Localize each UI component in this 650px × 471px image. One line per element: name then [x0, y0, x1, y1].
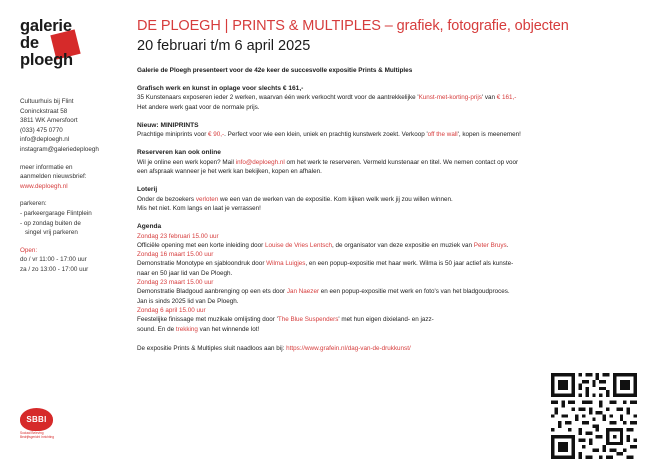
parking-item: singel vrij parkeren: [25, 229, 78, 237]
sbbi-badge: SBBI: [20, 408, 53, 431]
highlight-text: Kunst-met-korting-prijs: [418, 94, 482, 102]
text-run: van het winnende lot!: [197, 325, 260, 333]
text-run: ' van: [481, 94, 497, 102]
text-run: we een van de werken van de expositie. Kom kijken welk werk jij zou willen winnen.: [218, 195, 453, 203]
title-gallery: DE PLOEGH: [137, 18, 221, 34]
text-run: ', kopen is meenemen!: [457, 131, 521, 139]
logo-wordmark: [20, 18, 73, 69]
text-run: Demonstratie Monotype en sjabloondruk door: [137, 260, 267, 268]
opening-title: Open:: [20, 246, 38, 254]
text-run: Prachtige miniprints voor: [137, 131, 209, 139]
section-text: [137, 130, 637, 139]
agenda-date: Zondag 23 maart 15.00 uur: [137, 279, 214, 287]
section-grafisch: [137, 84, 637, 112]
section-heading: Grafisch werk en kunst in oplage voor slechts € 161,-: [137, 85, 304, 92]
exhibition-dates: 20 februari t/m 6 april 2025: [137, 38, 311, 54]
website-link[interactable]: www.deploegh.nl: [20, 182, 68, 190]
email-link[interactable]: info@deploegh.nl: [20, 136, 70, 144]
newsletter-block: [20, 163, 140, 192]
agenda-text: naar en 50 jaar lid van De Ploegh.: [137, 269, 233, 277]
text-run: . Perfect voor wie een klein, uniek en prachtig kunstwerk zoekt. Verkoop ': [224, 131, 428, 139]
price-text: € 161,-: [496, 94, 517, 102]
section-miniprints: [137, 121, 637, 140]
sbbi-logo: [20, 408, 62, 442]
address-line: Cultuurhuis bij Flint: [20, 98, 74, 105]
person-name: Peter Bruys: [473, 241, 507, 249]
address-line: Coninckstraat 58: [20, 107, 68, 115]
text-run: , de organisator van deze expositie en muziek van: [332, 241, 474, 249]
person-name: Jan Naezer: [286, 288, 320, 296]
address-block: [20, 97, 140, 155]
title-tagline: – grafiek, fotografie, objecten: [380, 18, 569, 34]
text-run: sound. En de: [137, 325, 176, 333]
address-line: 3811 WK Amersfoort: [20, 117, 78, 125]
qr-code-graphic: [551, 373, 637, 459]
page-title: [137, 18, 637, 35]
text-run: Officiële opening met een korte inleiding door: [137, 241, 266, 249]
contact-sidebar: [20, 97, 140, 283]
section-heading: Loterij: [137, 186, 158, 194]
parking-item: - op zondag buiten de: [20, 219, 81, 227]
section-text: [137, 195, 637, 204]
text-run: De expositie Prints & Multiples sluit naadloos aan bij:: [137, 344, 287, 352]
parking-block: [20, 199, 140, 237]
agenda-date: Zondag 23 februari 15.00 uur: [137, 232, 219, 240]
section-agenda: [137, 222, 637, 334]
highlight-text: off the wall: [427, 131, 458, 139]
agenda-date: Zondag 16 maart 15.00 uur: [137, 251, 214, 259]
footer-note: [137, 344, 637, 353]
section-text: Mis het niet. Kom langs en laat je verrassen!: [137, 204, 261, 212]
section-heading: Nieuw: MINIPRINTS: [137, 121, 199, 129]
section-text: [137, 93, 637, 102]
galerie-logo: [20, 18, 100, 82]
parking-title: parkeren:: [20, 200, 47, 208]
agenda-text: [137, 259, 637, 268]
logo-line-3: ploegh: [20, 51, 73, 69]
instagram-link[interactable]: instagram@galeriedeploegh: [20, 145, 99, 153]
price-text: € 90,-: [208, 131, 225, 139]
text-run: , en een popup-expositie met haar werk. Wilma is 50 jaar actief als kunste-: [305, 260, 514, 268]
intro-text: Galerie de Ploegh presenteert voor de 42e keer de succesvolle expositie Prints & Multiples: [137, 67, 413, 74]
highlight-text: verloten: [195, 195, 219, 203]
logo-line-2: de: [20, 34, 39, 52]
opening-hours-block: [20, 246, 140, 275]
qr-code-icon[interactable]: [551, 373, 637, 459]
sbbi-tagline: Sociaal Beleving Bedrijfsgericht Inrichting: [20, 431, 55, 439]
text-run: ' met hun eigen dixieland- en jazz-: [338, 316, 434, 324]
text-run: Onder de bezoekers: [137, 195, 196, 203]
opening-hours-line: za / zo 13:00 - 17:00 uur: [20, 265, 89, 273]
person-name: Louise de Vries Lentsch: [265, 241, 332, 249]
band-name: The Blue Suspenders: [277, 316, 339, 324]
logo-line-1: galerie: [20, 17, 72, 35]
text-run: Feestelijke finissage met muzikale omlijsting door ': [137, 316, 278, 324]
person-name: Wilma Luigjes: [266, 260, 306, 268]
newsletter-text: meer informatie en: [20, 163, 73, 171]
agenda-text: Jan is sinds 2025 lid van De Ploegh.: [137, 297, 239, 305]
agenda-date: Zondag 6 april 15.00 uur: [137, 306, 206, 314]
section-heading: Reserveren kan ook online: [137, 149, 221, 157]
text-run: .: [506, 241, 509, 249]
agenda-text: [137, 241, 637, 250]
section-loterij: [137, 185, 637, 213]
text-run: om het werk te reserveren. Vermeld kunstenaar en titel. We nemen contact op voor: [284, 158, 519, 166]
external-link[interactable]: https://www.grafein.nl/dag-van-de-drukkunst/: [286, 344, 411, 352]
parking-item: - parkeergarage Flintplein: [20, 209, 92, 217]
newsletter-text: aanmelden nieuwsbrief:: [20, 173, 87, 181]
text-run: Wil je online een werk kopen? Mail: [137, 158, 236, 166]
title-exhibition: PRINTS & MULTIPLES: [232, 18, 381, 34]
text-run: 35 Kunstenaars exposeren ieder 2 werken, waarvan één werk verkocht wordt voor de aantrekkelijke ': [137, 94, 419, 102]
section-text: een afspraak wanneer je het werk kan bekijken, kopen en afhalen.: [137, 168, 322, 176]
email-link[interactable]: info@deploegh.nl: [235, 158, 285, 166]
section-reserveren: [137, 148, 637, 176]
footer-text: [137, 344, 637, 353]
section-text: [137, 158, 637, 167]
title-separator: |: [220, 18, 233, 34]
highlight-text: trekking: [175, 325, 198, 333]
phone-number: (033) 475 0770: [20, 126, 63, 134]
agenda-text: [137, 315, 637, 324]
text-run: Demonstratie Bladgoud aanbrenging op een ets door: [137, 288, 287, 296]
opening-hours-line: do / vr 11:00 - 17:00 uur: [20, 256, 87, 264]
section-text: Het andere werk gaat voor de normale prijs.: [137, 103, 260, 111]
agenda-text: [137, 325, 637, 334]
agenda-text: [137, 287, 637, 296]
section-heading: Agenda: [137, 223, 162, 231]
main-content: [137, 18, 637, 353]
text-run: en een popup-expositie met werk en foto's van het bladgoudproces.: [319, 288, 510, 296]
